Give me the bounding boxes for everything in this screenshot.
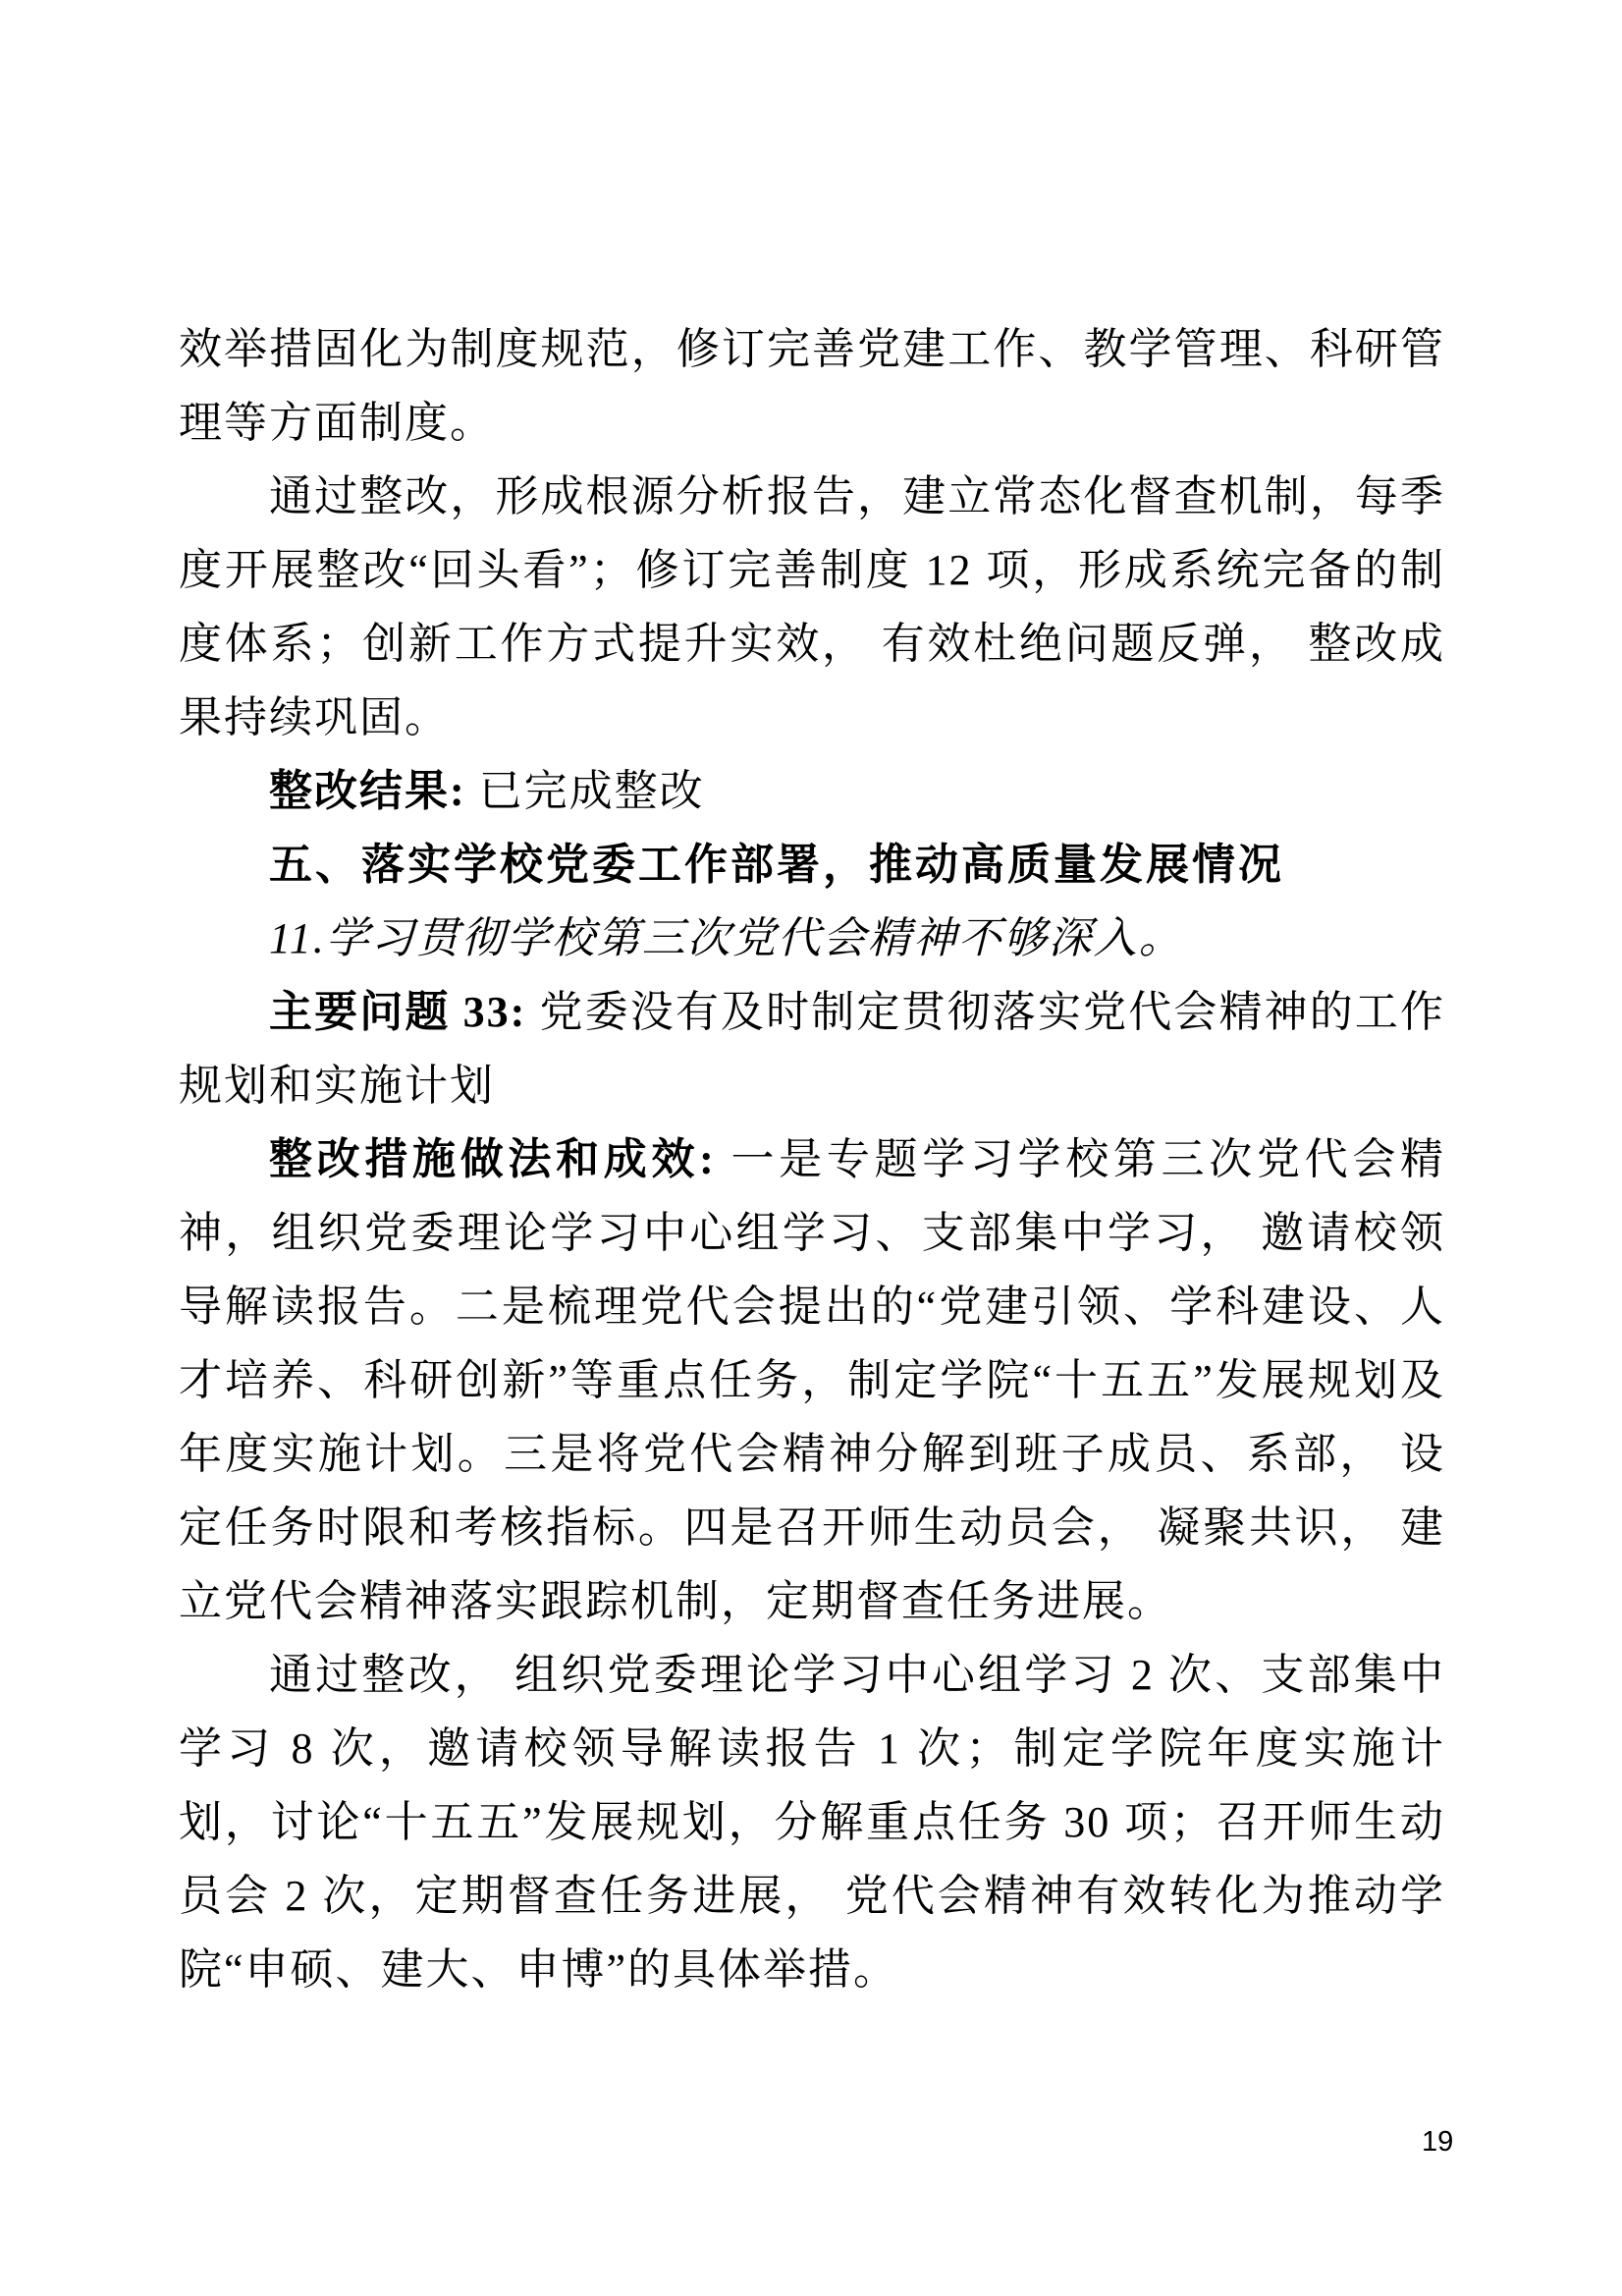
rectification-result-label: 整改结果: bbox=[269, 767, 479, 815]
page-number: 19 bbox=[1422, 2126, 1454, 2158]
rectification-result-value: 已完成整改 bbox=[478, 767, 705, 815]
rectification-measures-label: 整改措施做法和成效: bbox=[269, 1135, 731, 1183]
paragraph-carryover: 效举措固化为制度规范，修订完善党建工作、教学管理、科研管理等方面制度。 bbox=[179, 325, 1445, 447]
rectification-measures bbox=[179, 1122, 1445, 1638]
main-problem-33 bbox=[179, 975, 1445, 1122]
main-problem-33-text: 党委没有及时制定贯彻落实党代会精神的工作规划和实施计划 bbox=[179, 988, 1446, 1110]
rectification-measures-text: 一是专题学习学校第三次党代会精神，组织党委理论学习中心组学习、支部集中学习， 邀请校领导解读报告。二是梳理党代会提出的“党建引领、学科建设、人才培养、科研创新”等重点任务，制定学院“十五五”发展规划及年度实施计划。三是将党代会精神分解到班子成员、系部， 设定任务时限和考核指标。四是召开师生动员会， 凝聚共识， 建立党代会精神落实跟踪机制，定期督查任务进展。 bbox=[179, 1135, 1446, 1625]
paragraph-through-rectification-1: 通过整改，形成根源分析报告，建立常态化督查机制，每季度开展整改“回头看”；修订完善制度 12 项，形成系统完备的制度体系；创新工作方式提升实效， 有效杜绝问题反弹， 整改成果持续巩固。 bbox=[179, 472, 1445, 741]
section-heading-5: 五、落实学校党委工作部署，推动高质量发展情况 bbox=[269, 841, 1284, 889]
document-body bbox=[179, 312, 1445, 2006]
issue-11-heading: 11.学习贯彻学校第三次党代会精神不够深入。 bbox=[269, 914, 1184, 962]
paragraph-through-rectification-2: 通过整改， 组织党委理论学习中心组学习 2 次、支部集中学习 8 次，邀请校领导解读报告 1 次；制定学院年度实施计划，讨论“十五五”发展规划，分解重点任务 30 项；召开师生动员会 2 次，定期督查任务进展， 党代会精神有效转化为推动学院“申硕、建大、申博”的具体举措。 bbox=[179, 1651, 1445, 1994]
main-problem-33-label: 主要问题 33: bbox=[269, 988, 540, 1036]
rectification-result-line bbox=[179, 754, 1445, 828]
